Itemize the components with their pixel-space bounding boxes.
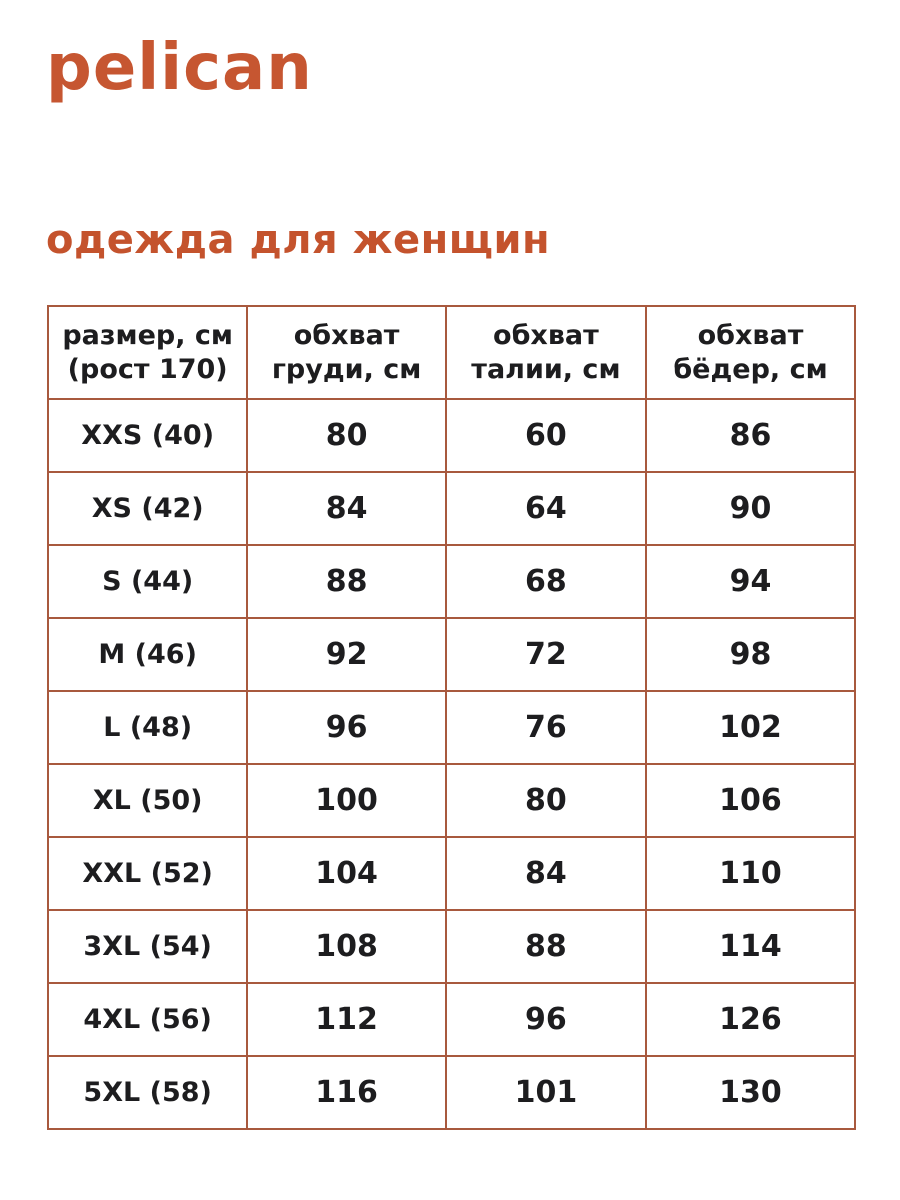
- waist-value: 72: [446, 618, 646, 691]
- size-label: 4XL (56): [48, 983, 247, 1056]
- header-hips: [646, 306, 855, 399]
- header-chest-line2: груди, см: [271, 353, 422, 385]
- size-label: XXS (40): [48, 399, 247, 472]
- hips-value: 126: [646, 983, 855, 1056]
- hips-value: 102: [646, 691, 855, 764]
- hips-value: 86: [646, 399, 855, 472]
- hips-value: 90: [646, 472, 855, 545]
- chest-value: 112: [247, 983, 446, 1056]
- table-row: [48, 983, 855, 1056]
- header-size-line1: размер, см: [62, 319, 233, 351]
- header-hips-line1: обхват: [697, 319, 804, 351]
- table-row: [48, 618, 855, 691]
- header-waist-line1: обхват: [493, 319, 599, 351]
- header-hips-line2: бёдер, см: [673, 353, 828, 385]
- hips-value: 130: [646, 1056, 855, 1129]
- chest-value: 88: [247, 545, 446, 618]
- header-waist-line2: талии, см: [471, 353, 621, 385]
- size-label: 5XL (58): [48, 1056, 247, 1129]
- chest-value: 84: [247, 472, 446, 545]
- header-size-line2: (рост 170): [67, 353, 228, 385]
- size-label: S (44): [48, 545, 247, 618]
- waist-value: 68: [446, 545, 646, 618]
- hips-value: 94: [646, 545, 855, 618]
- table-row: [48, 691, 855, 764]
- size-label: L (48): [48, 691, 247, 764]
- pelican-logo: pelican: [46, 31, 313, 105]
- hips-value: 114: [646, 910, 855, 983]
- header-size: [48, 306, 247, 399]
- size-label: XL (50): [48, 764, 247, 837]
- size-label: XXL (52): [48, 837, 247, 910]
- page-title: одежда для женщин: [46, 217, 551, 263]
- table-row: [48, 399, 855, 472]
- table-row: [48, 764, 855, 837]
- hips-value: 110: [646, 837, 855, 910]
- table-row: [48, 837, 855, 910]
- hips-value: 106: [646, 764, 855, 837]
- waist-value: 80: [446, 764, 646, 837]
- size-label: M (46): [48, 618, 247, 691]
- size-label: XS (42): [48, 472, 247, 545]
- table-row: [48, 472, 855, 545]
- waist-value: 76: [446, 691, 646, 764]
- waist-value: 84: [446, 837, 646, 910]
- chest-value: 80: [247, 399, 446, 472]
- chest-value: 92: [247, 618, 446, 691]
- waist-value: 101: [446, 1056, 646, 1129]
- header-waist: [446, 306, 646, 399]
- header-chest: [247, 306, 446, 399]
- chest-value: 116: [247, 1056, 446, 1129]
- chest-value: 104: [247, 837, 446, 910]
- header-chest-line1: обхват: [293, 319, 400, 351]
- size-table-container: [47, 305, 856, 1130]
- size-label: 3XL (54): [48, 910, 247, 983]
- waist-value: 64: [446, 472, 646, 545]
- chest-value: 96: [247, 691, 446, 764]
- table-row: [48, 545, 855, 618]
- chest-value: 100: [247, 764, 446, 837]
- waist-value: 60: [446, 399, 646, 472]
- waist-value: 96: [446, 983, 646, 1056]
- hips-value: 98: [646, 618, 855, 691]
- chest-value: 108: [247, 910, 446, 983]
- header-row: [48, 306, 855, 399]
- size-table-header: [48, 306, 855, 399]
- table-row: [48, 910, 855, 983]
- waist-value: 88: [446, 910, 646, 983]
- table-row: [48, 1056, 855, 1129]
- size-table-body: [48, 399, 855, 1129]
- size-table: [47, 305, 856, 1130]
